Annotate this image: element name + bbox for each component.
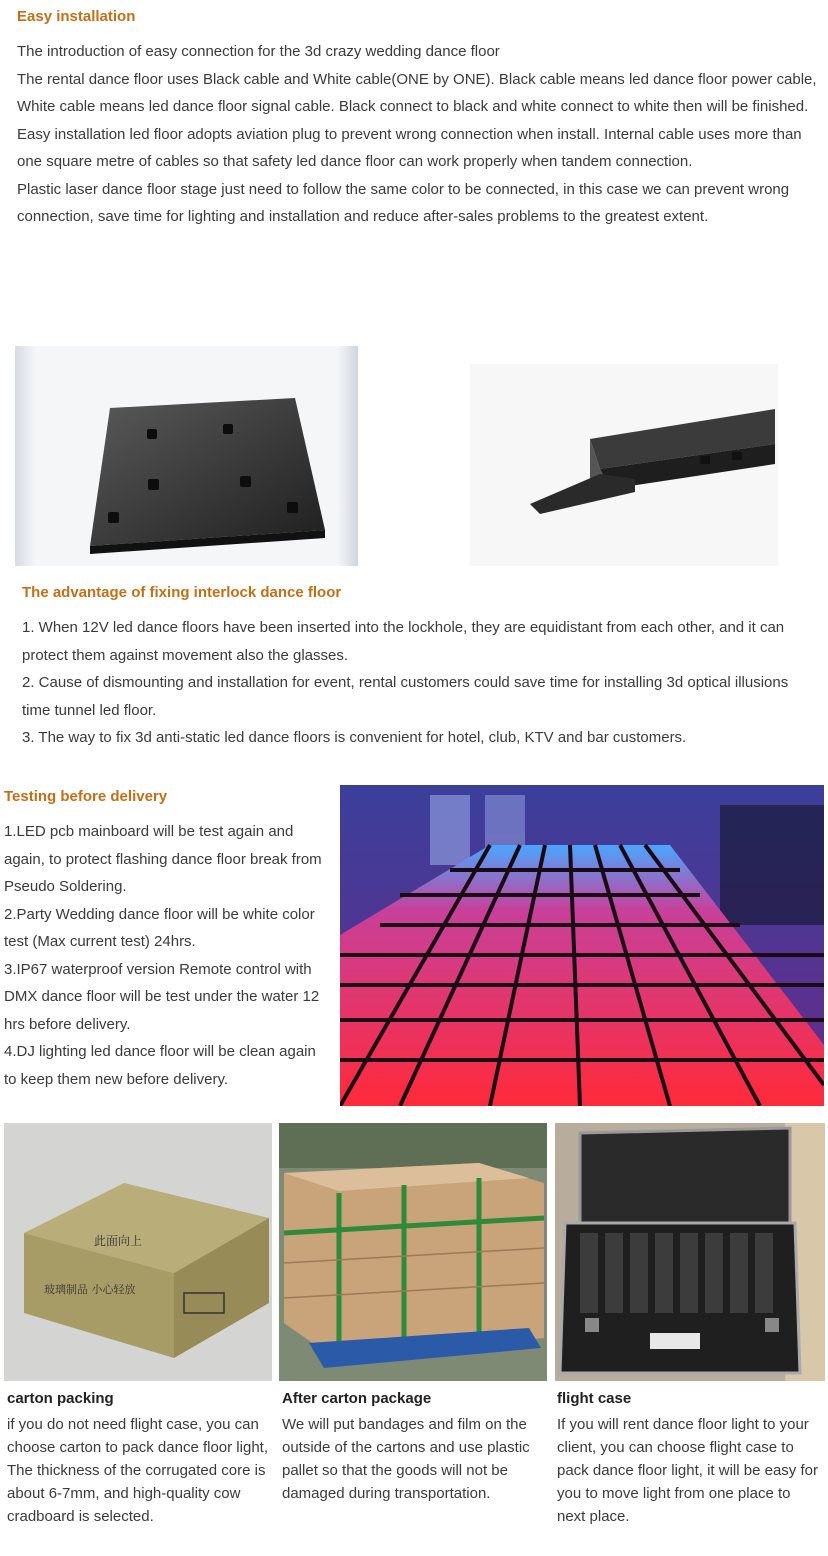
caption-title-carton: carton packing [7, 1390, 114, 1407]
testing-text [4, 818, 329, 1093]
carton-side-text: 玻璃制品 小心轻放 [44, 1283, 136, 1296]
paragraph: Easy installation led floor adopts aviation plug to prevent wrong connection when install. Internal cable uses more than one square metre of cables so that safety led dance floor can work properly when tandem connection. [17, 125, 802, 170]
paragraph: 1.LED pcb mainboard will be test again and again, to protect flashing dance floor break from Pseudo Soldering. [4, 823, 322, 895]
carton-box-photo [4, 1123, 272, 1381]
paragraph: 2.Party Wedding dance floor will be white color test (Max current test) 24hrs. [4, 905, 315, 950]
paragraph: Plastic laser dance floor stage just need to follow the same color to be connected, in this case we can prevent wrong connection, save time for lighting and installation and reduce after-sales problems to the greatest extent. [17, 180, 790, 225]
paragraph: 3. The way to fix 3d anti-static led dance floors is convenient for hotel, club, KTV and bar customers. [22, 729, 687, 746]
paragraph: 4.DJ lighting led dance floor will be clean again to keep them new before delivery. [4, 1043, 316, 1088]
flight-case-photo [555, 1123, 825, 1381]
interlock-text [22, 614, 817, 752]
caption-text-carton: if you do not need flight case, you can choose carton to pack dance floor light, The thickness of the corrugated core is about 6-7mm, and high-quality cow cradboard is selected. [7, 1416, 268, 1525]
pallet-cartons-photo [279, 1123, 547, 1381]
paragraph: 1. When 12V led dance floors have been inserted into the lockhole, they are equidistant from each other, and it can protect them against movement also the glasses. [22, 619, 785, 664]
caption-text-flight-case: If you will rent dance floor light to your client, you can choose flight case to pack dance floor light, it will be easy for you to move light from one place to next place. [557, 1416, 818, 1525]
paragraph: The introduction of easy connection for the 3d crazy wedding dance floor [17, 43, 500, 60]
paragraph: The rental dance floor uses Black cable and White cable(ONE by ONE). Black cable means led dance floor power cable, White cable means led dance floor signal cable. Black connect to black and white connect to white then will be finished. [17, 70, 817, 115]
section-title-easy-installation: Easy installation [17, 8, 136, 25]
caption-title-after-carton: After carton package [282, 1390, 432, 1407]
carton-top-text: 此面向上 [94, 1234, 143, 1248]
easy-installation-text [17, 38, 817, 231]
interlock-plate-image [15, 346, 358, 566]
interlock-edge-image [470, 364, 778, 566]
led-dance-floor-photo [340, 785, 824, 1106]
section-title-interlock: The advantage of fixing interlock dance floor [22, 584, 342, 601]
caption-title-flight-case: flight case [557, 1390, 632, 1407]
paragraph: 2. Cause of dismounting and installation for event, rental customers could save time for installing 3d optical illusions time tunnel led floor. [22, 674, 789, 719]
section-title-testing: Testing before delivery [4, 788, 168, 805]
paragraph: 3.IP67 waterproof version Remote control with DMX dance floor will be test under the water 12 hrs before delivery. [4, 960, 320, 1033]
caption-text-after-carton: We will put bandages and film on the outside of the cartons and use plastic pallet so that the goods will not be damaged during transportation. [282, 1416, 530, 1502]
